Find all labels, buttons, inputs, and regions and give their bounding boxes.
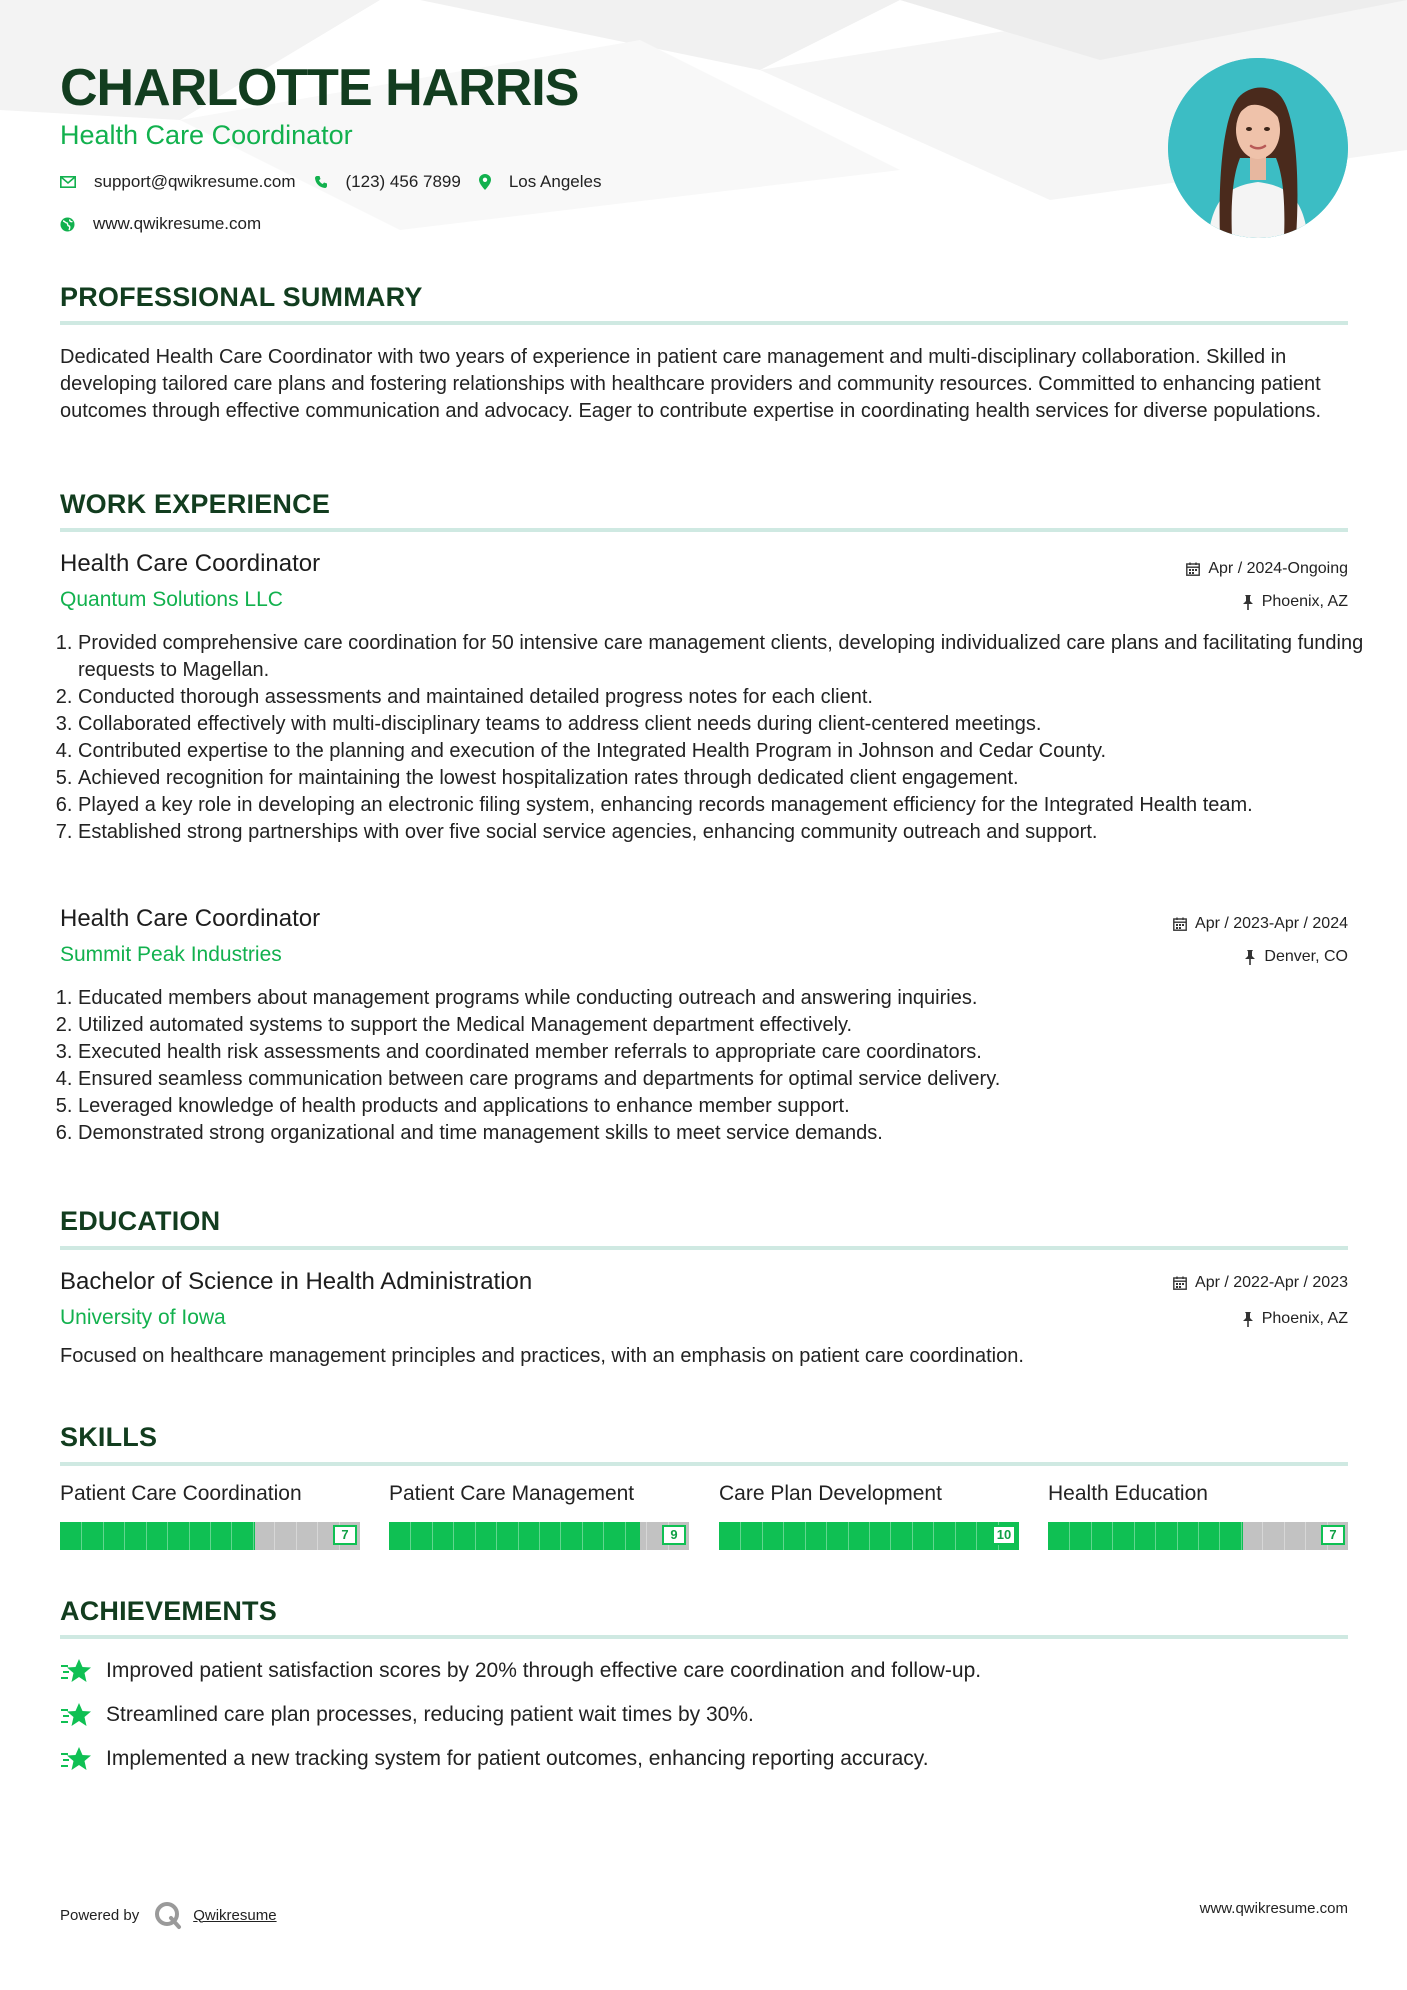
skill-bar-segment xyxy=(253,1522,254,1550)
skill-bar-segment xyxy=(890,1522,891,1550)
job-location xyxy=(1242,593,1348,611)
powered-by-label: Powered by xyxy=(60,1906,140,1924)
skill-level-score: 10 xyxy=(992,1525,1016,1545)
education-description: Focused on healthcare management principles and practices, with an emphasis on patient care coordination. xyxy=(60,1345,1024,1367)
skill-level-score: 7 xyxy=(333,1525,357,1545)
skill-bar-segment xyxy=(189,1522,190,1550)
skill-bar-segment xyxy=(317,1522,318,1550)
candidate-role: Health Care Coordinator xyxy=(60,120,353,150)
qwikresume-logo-icon xyxy=(153,1900,183,1930)
phone-text: (123) 456 7899 xyxy=(345,172,461,191)
phone-icon xyxy=(314,175,328,189)
job-title: Health Care Coordinator xyxy=(60,905,321,932)
job-responsibilities xyxy=(60,630,1366,846)
list-item: 5. Leveraged knowledge of health products and applications to enhance member support. xyxy=(78,1093,1366,1120)
skill-bar-segment xyxy=(1241,1522,1242,1550)
job-title: Health Care Coordinator xyxy=(60,550,321,577)
skill-bar-segment xyxy=(1262,1522,1263,1550)
skill-name: Care Plan Development xyxy=(719,1482,942,1505)
qwikresume-link[interactable]: Qwikresume xyxy=(193,1906,277,1924)
email-text: support@qwikresume.com xyxy=(94,172,296,191)
skill-level-bar xyxy=(60,1522,360,1550)
skill-bar-segment xyxy=(783,1522,784,1550)
section-title-skills: SKILLS xyxy=(60,1422,158,1452)
job-dates-text: Apr / 2023-Apr / 2024 xyxy=(1195,915,1348,932)
education-location-text: Phoenix, AZ xyxy=(1261,1310,1348,1327)
skill-bar-segment xyxy=(1069,1522,1070,1550)
skill-bar-segment xyxy=(1305,1522,1306,1550)
list-item: 3. Collaborated effectively with multi-disciplinary teams to address client needs during client-centered meetings. xyxy=(78,711,1366,738)
section-title-achievements: ACHIEVEMENTS xyxy=(60,1596,277,1626)
skill-name: Health Education xyxy=(1048,1482,1208,1505)
contact-row-website xyxy=(60,214,279,234)
skill-bar-segment xyxy=(146,1522,147,1550)
contact-phone[interactable] xyxy=(314,172,461,192)
contact-row xyxy=(60,172,619,192)
skill-bar-segment xyxy=(103,1522,104,1550)
skill-bar-segment xyxy=(167,1522,168,1550)
job-dates xyxy=(1173,915,1348,933)
website-text: www.qwikresume.com xyxy=(93,214,262,233)
footer-powered-by xyxy=(60,1900,277,1930)
contact-website[interactable] xyxy=(60,214,261,234)
skill-bar-segment xyxy=(1177,1522,1178,1550)
person-portrait-icon xyxy=(1168,58,1348,238)
degree-title: Bachelor of Science in Health Administration xyxy=(60,1268,533,1295)
globe-icon xyxy=(60,217,75,232)
section-divider xyxy=(60,528,1348,532)
skill-bar-segment xyxy=(410,1522,411,1550)
list-item: 6. Demonstrated strong organizational and time management skills to meet service demands. xyxy=(78,1120,1366,1147)
education-dates xyxy=(1173,1274,1348,1292)
skill-item xyxy=(60,1482,360,1550)
section-divider xyxy=(60,1462,1348,1466)
skill-name: Patient Care Coordination xyxy=(60,1482,302,1505)
skill-level-bar xyxy=(389,1522,689,1550)
pushpin-icon xyxy=(1242,1312,1254,1327)
skill-bar-segment xyxy=(625,1522,626,1550)
skill-bar-segment xyxy=(560,1522,561,1550)
skill-bar-segment xyxy=(274,1522,275,1550)
skill-bar-segment xyxy=(912,1522,913,1550)
skill-name: Patient Care Management xyxy=(389,1482,635,1505)
achievement-item xyxy=(60,1658,981,1684)
skill-bar-segment xyxy=(762,1522,763,1550)
pushpin-icon xyxy=(1242,595,1254,610)
section-title-summary: PROFESSIONAL SUMMARY xyxy=(60,282,423,312)
star-badge-icon xyxy=(60,1746,92,1772)
skill-bar-segment xyxy=(805,1522,806,1550)
skill-bar-segment xyxy=(1198,1522,1199,1550)
skill-level-score: 9 xyxy=(662,1525,686,1545)
skill-level-bar xyxy=(1048,1522,1348,1550)
skill-bar-segment xyxy=(81,1522,82,1550)
map-pin-icon xyxy=(479,174,491,190)
skill-level-score: 7 xyxy=(1321,1525,1345,1545)
skill-bar-segment xyxy=(1284,1522,1285,1550)
achievement-text: Implemented a new tracking system for patient outcomes, enhancing reporting accuracy. xyxy=(106,1747,929,1770)
footer-website xyxy=(1200,1900,1348,1917)
candidate-name: CHARLOTTE HARRIS xyxy=(60,59,579,117)
star-badge-icon xyxy=(60,1658,92,1684)
section-divider xyxy=(60,1246,1348,1250)
skill-bar-segment xyxy=(539,1522,540,1550)
skill-bar-segment xyxy=(933,1522,934,1550)
job-location-text: Phoenix, AZ xyxy=(1261,593,1348,610)
list-item: 1. Provided comprehensive care coordination for 50 intensive care management clients, developing individualized care plans and facilitating funding requests to Magellan. xyxy=(78,630,1366,684)
location-text: Los Angeles xyxy=(508,172,602,191)
skill-bar-segment xyxy=(582,1522,583,1550)
list-item: 3. Executed health risk assessments and coordinated member referrals to appropriate care coordinators. xyxy=(78,1039,1366,1066)
achievement-text: Improved patient satisfaction scores by 20% through effective care coordination and follow-up. xyxy=(106,1659,982,1682)
summary-text: Dedicated Health Care Coordinator with two years of experience in patient care management and multi-disciplinary collaboration. Skilled in developing tailored care plans and fostering relationships with healthcare providers and community resources. Committed to enhancing patient outcomes through effective communication and advocacy. Eager to contribute expertise in coordinating health services for diverse populations. xyxy=(60,346,1322,422)
skill-bar-segment xyxy=(646,1522,647,1550)
skill-bar-segment xyxy=(496,1522,497,1550)
achievement-text: Streamlined care plan processes, reducing patient wait times by 30%. xyxy=(106,1703,754,1726)
contact-email[interactable] xyxy=(60,172,296,192)
list-item: 2. Utilized automated systems to support the Medical Management department effectively. xyxy=(78,1012,1366,1039)
star-badge-icon xyxy=(60,1702,92,1728)
contact-location xyxy=(479,172,602,192)
company-name: Summit Peak Industries xyxy=(60,943,282,966)
job-responsibilities xyxy=(60,985,1366,1147)
list-item: 1. Educated members about management programs while conducting outreach and answering inquiries. xyxy=(78,985,1366,1012)
job-dates-text: Apr / 2024-Ongoing xyxy=(1208,560,1348,577)
skill-bar-segment xyxy=(432,1522,433,1550)
skill-level-bar xyxy=(719,1522,1019,1550)
footer-website-link[interactable]: www.qwikresume.com xyxy=(1199,1900,1348,1917)
list-item: 6. Played a key role in developing an electronic filing system, enhancing records management efficiency for the Integrated Health team. xyxy=(78,792,1366,819)
section-title-education: EDUCATION xyxy=(60,1206,221,1236)
skill-bar-segment xyxy=(210,1522,211,1550)
skill-item xyxy=(1048,1482,1348,1550)
skill-level-fill xyxy=(60,1522,255,1550)
education-dates-text: Apr / 2022-Apr / 2023 xyxy=(1195,1274,1348,1291)
skill-bar-segment xyxy=(1091,1522,1092,1550)
skill-bar-segment xyxy=(976,1522,977,1550)
skill-item xyxy=(719,1482,1019,1550)
skill-level-fill xyxy=(1048,1522,1243,1550)
skill-bar-segment xyxy=(1219,1522,1220,1550)
job-location xyxy=(1244,948,1348,966)
achievement-item xyxy=(60,1702,754,1728)
list-item: 7. Established strong partnerships with over five social service agencies, enhancing community outreach and support. xyxy=(78,819,1366,846)
skill-bar-segment xyxy=(740,1522,741,1550)
list-item: 4. Contributed expertise to the planning and execution of the Integrated Health Program in Johnson and Cedar County. xyxy=(78,738,1366,765)
section-title-experience: WORK EXPERIENCE xyxy=(60,489,331,519)
profile-photo xyxy=(1168,58,1348,238)
skill-bar-segment xyxy=(1134,1522,1135,1550)
section-divider xyxy=(60,1635,1348,1639)
skill-bar-segment xyxy=(955,1522,956,1550)
skill-bar-segment xyxy=(518,1522,519,1550)
calendar-icon xyxy=(1173,1276,1187,1290)
list-item: 2. Conducted thorough assessments and maintained detailed progress notes for each client. xyxy=(78,684,1366,711)
list-item: 4. Ensured seamless communication between care programs and departments for optimal service delivery. xyxy=(78,1066,1366,1093)
calendar-icon xyxy=(1186,562,1200,576)
skill-item xyxy=(389,1482,689,1550)
company-name: Quantum Solutions LLC xyxy=(60,588,283,611)
achievement-item xyxy=(60,1746,929,1772)
envelope-icon xyxy=(60,176,76,188)
list-item: 5. Achieved recognition for maintaining the lowest hospitalization rates through dedicated client engagement. xyxy=(78,765,1366,792)
skill-bar-segment xyxy=(1155,1522,1156,1550)
skill-bar-segment xyxy=(124,1522,125,1550)
skill-bar-segment xyxy=(453,1522,454,1550)
skill-bar-segment xyxy=(603,1522,604,1550)
job-dates xyxy=(1186,560,1348,578)
skill-bar-segment xyxy=(1112,1522,1113,1550)
pushpin-icon xyxy=(1244,950,1256,965)
section-divider xyxy=(60,321,1348,325)
school-name: University of Iowa xyxy=(60,1306,226,1329)
calendar-icon xyxy=(1173,917,1187,931)
skill-bar-segment xyxy=(826,1522,827,1550)
skill-bar-segment xyxy=(231,1522,232,1550)
skill-bar-segment xyxy=(475,1522,476,1550)
skill-bar-segment xyxy=(869,1522,870,1550)
skill-bar-segment xyxy=(296,1522,297,1550)
education-location xyxy=(1242,1310,1348,1328)
job-location-text: Denver, CO xyxy=(1264,948,1348,965)
skill-bar-segment xyxy=(848,1522,849,1550)
